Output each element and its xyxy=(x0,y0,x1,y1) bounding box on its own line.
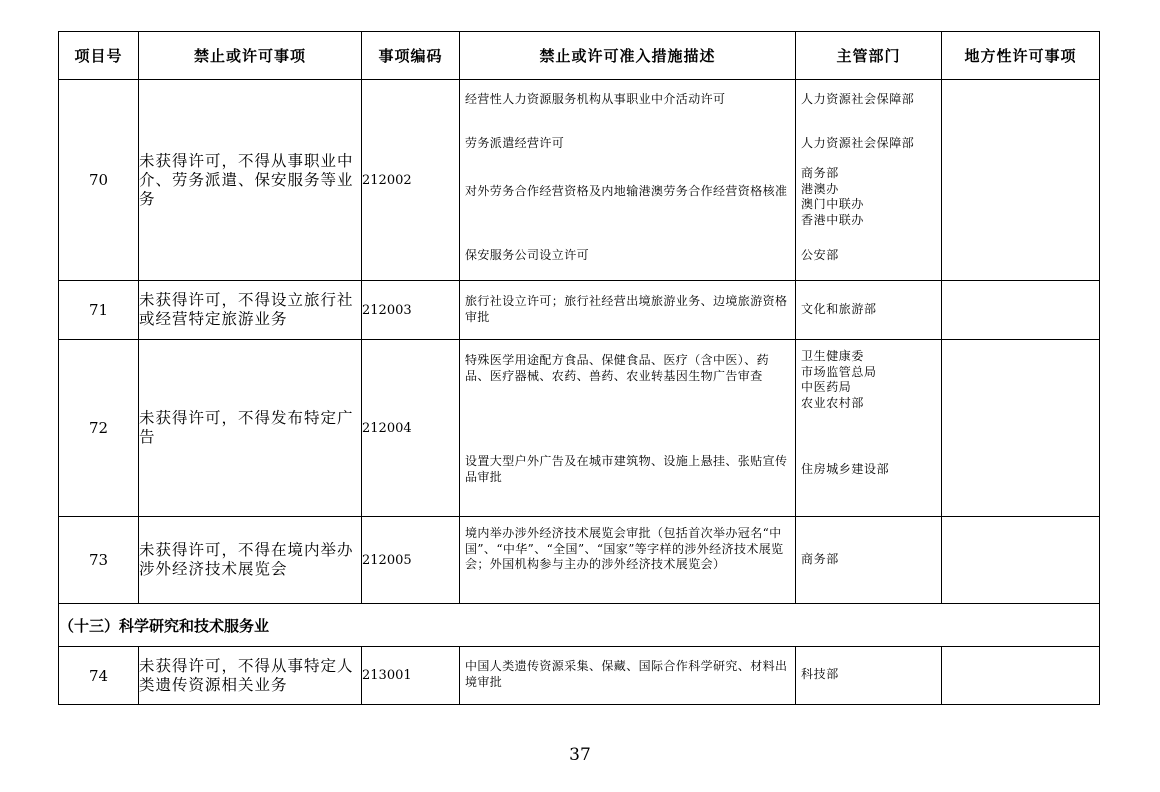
item-text: 未获得许可，不得从事职业中介、劳务派遣、保安服务等业务 xyxy=(139,80,362,281)
local-permit-cell xyxy=(942,340,1100,517)
department-text: 商务部 港澳办 澳门中联办 香港中联办 xyxy=(801,166,865,227)
item-code: 212003 xyxy=(362,281,460,340)
item-text: 未获得许可，不得发布特定广告 xyxy=(139,340,362,517)
description-cell xyxy=(460,80,796,281)
description-text: 旅行社设立许可；旅行社经营出境旅游业务、边境旅游资格审批 xyxy=(465,294,788,324)
item-number: 74 xyxy=(59,647,139,705)
item-code: 213001 xyxy=(362,647,460,705)
department-text: 卫生健康委 市场监管总局 中医药局 农业农村部 xyxy=(801,349,877,410)
header-local-permit: 地方性许可事项 xyxy=(942,32,1100,80)
item-text: 未获得许可，不得在境内举办涉外经济技术展览会 xyxy=(139,517,362,604)
department-text: 文化和旅游部 xyxy=(801,302,877,316)
description-text: 特殊医学用途配方食品、保健食品、医疗（含中医）、药品、医疗器械、农药、兽药、农业转基因生物广告审查 xyxy=(465,353,770,383)
department-cell xyxy=(796,281,942,340)
header-code: 事项编码 xyxy=(362,32,460,80)
page-number: 37 xyxy=(569,745,591,765)
header-description: 禁止或许可准入措施描述 xyxy=(460,32,796,80)
table-row xyxy=(59,340,1100,517)
description-cell xyxy=(460,517,796,604)
department-text: 科技部 xyxy=(801,667,839,681)
department-text: 人力资源社会保障部 xyxy=(801,136,915,150)
header-item-no: 项目号 xyxy=(59,32,139,80)
department-text: 商务部 xyxy=(801,552,839,566)
department-text: 公安部 xyxy=(801,248,839,262)
description-cell xyxy=(460,647,796,705)
description-text: 对外劳务合作经营资格及内地输港澳劳务合作经营资格核准 xyxy=(465,184,788,198)
item-number: 73 xyxy=(59,517,139,604)
local-permit-cell xyxy=(942,80,1100,281)
description-cell xyxy=(460,281,796,340)
local-permit-cell xyxy=(942,517,1100,604)
section-row xyxy=(59,604,1100,647)
description-cell xyxy=(460,340,796,517)
department-text: 人力资源社会保障部 xyxy=(801,92,915,106)
department-cell xyxy=(796,647,942,705)
item-number: 72 xyxy=(59,340,139,517)
table-row xyxy=(59,647,1100,705)
description-text: 中国人类遗传资源采集、保藏、国际合作科学研究、材料出境审批 xyxy=(465,659,788,689)
department-text: 住房城乡建设部 xyxy=(801,462,890,476)
description-text: 境内举办涉外经济技术展览会审批（包括首次举办冠名“中国”、“中华”、“全国”、“国家”等字样的涉外经济技术展览会；外国机构参与主办的涉外经济技术展览会） xyxy=(465,526,784,571)
section-title: （十三）科学研究和技术服务业 xyxy=(59,604,1100,647)
item-text: 未获得许可，不得设立旅行社或经营特定旅游业务 xyxy=(139,281,362,340)
item-number: 71 xyxy=(59,281,139,340)
department-cell xyxy=(796,80,942,281)
item-code: 212005 xyxy=(362,517,460,604)
local-permit-cell xyxy=(942,647,1100,705)
description-text: 经营性人力资源服务机构从事职业中介活动许可 xyxy=(465,92,726,106)
item-code: 212004 xyxy=(362,340,460,517)
item-code: 212002 xyxy=(362,80,460,281)
table-row xyxy=(59,80,1100,281)
table-row xyxy=(59,517,1100,604)
local-permit-cell xyxy=(942,281,1100,340)
description-text: 保安服务公司设立许可 xyxy=(465,248,590,262)
table-row xyxy=(59,281,1100,340)
header-row xyxy=(59,32,1100,80)
item-number: 70 xyxy=(59,80,139,281)
permit-table xyxy=(58,31,1100,705)
department-cell xyxy=(796,340,942,517)
description-text: 设置大型户外广告及在城市建筑物、设施上悬挂、张贴宣传品审批 xyxy=(465,454,788,484)
item-text: 未获得许可，不得从事特定人类遗传资源相关业务 xyxy=(139,647,362,705)
header-department: 主管部门 xyxy=(796,32,942,80)
description-text: 劳务派遣经营许可 xyxy=(465,136,565,150)
header-item: 禁止或许可事项 xyxy=(139,32,362,80)
department-cell xyxy=(796,517,942,604)
